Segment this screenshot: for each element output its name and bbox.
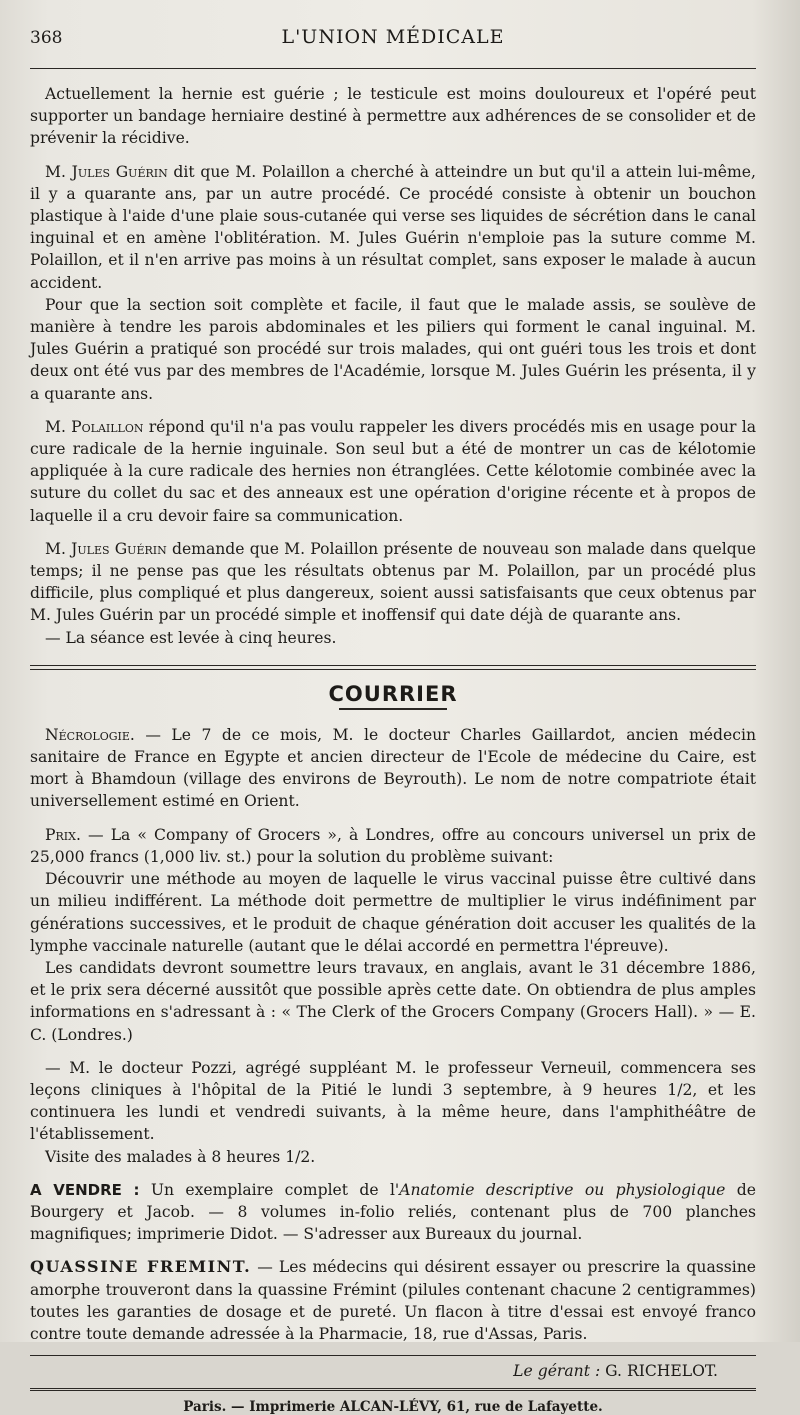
seance-report bbox=[30, 83, 756, 649]
paragraph-text: répond qu'il n'a pas voulu rappeler les divers procédés mis en usage pour la cure radicale de la hernie inguinale. Son seul but a été de montrer un cas de kélotomie appliquée à la cure radicale des hernies non étranglées. Cette kélotomie combinée avec la suture du collet du sac et des anneaux est une opération d'origine récente et à propos de laquelle il a cru devoir faire sa communication. bbox=[30, 417, 756, 525]
paragraph-section: Pour que la section soit complète et facile, il faut que le malade assis, se soulève de manière à tendre les parois abdominales et les piliers qui forment le canal inguinal. M. Jules Guérin a pratiqué son procédé sur trois malades, qui ont guéri tous les trois et dont deux ont été vus par des membres de l'Académie, lorsque M. Jules Guérin les présenta, il y a quarante ans. bbox=[30, 295, 756, 403]
speaker-name: M. Jules Guérin bbox=[45, 162, 168, 181]
advert-label: QUASSINE FREMINT. bbox=[30, 1257, 252, 1277]
paragraph-text: dit que M. Polaillon a cherché à atteindre un but qu'il a attein lui-même, il y a quarante ans, par un autre procédé. Ce procédé consiste à obtenir un bouchon plastique à l'aide d'une plaie sous-cutanée qui verse ses liquides de sécrétion dans le canal inguinal et en amène l'oblitération. M. Jules Guérin n'emploie pas la suture comme M. Polaillon, et il n'en arrive pas moins à un résultat complet, sans exposer le malade à aucun accident. bbox=[30, 162, 756, 292]
paragraph-seance-close: — La séance est levée à cinq heures. bbox=[45, 628, 337, 647]
book-title: Anatomie descriptive ou physiologique bbox=[399, 1180, 726, 1199]
section-title: COURRIER bbox=[328, 681, 458, 706]
paragraph-prix bbox=[30, 824, 756, 868]
paragraph-necrologie bbox=[30, 724, 756, 813]
advert-text: — Les médecins qui désirent essayer ou prescrire la quassine amorphe trouveront dans la quassine Frémint (pilules contenant chacune 2 centigrammes) toutes les garanties de dosage et de pureté. Un flacon à titre d'essai est envoyé franco contre toute demande adressée à la Pharmacie, 18, rue d'Assas, Paris. bbox=[30, 1258, 756, 1343]
title-underline bbox=[339, 708, 447, 710]
paragraph-prix-candidats: Les candidats devront soumettre leurs travaux, en anglais, avant le 31 décembre 1886, et le prix sera décerné aussitôt que possible après cette date. On obtiendra de plus amples informations en s'adressant à : « The Clerk of the Grocers Company (Grocers Hall). » — E. C. (Londres.) bbox=[30, 958, 756, 1044]
rubric-label: Nécrologie. bbox=[45, 725, 135, 744]
footer-rule bbox=[30, 1388, 756, 1389]
page-number: 368 bbox=[30, 28, 63, 48]
speaker-name: M. Polaillon bbox=[45, 417, 144, 436]
signature-prefix: Le gérant : bbox=[513, 1362, 601, 1381]
rubric-label: Prix. bbox=[45, 825, 81, 844]
speaker-name: M. Jules Guérin bbox=[45, 539, 167, 558]
signature bbox=[30, 1362, 718, 1380]
journal-title: L'UNION MÉDICALE bbox=[281, 26, 505, 48]
paragraph-text: demande que M. Polaillon présente de nouveau son malade dans quelque temps; il ne pense pas que les résultats obtenus par M. Polaillon, par un procédé plus difficile, plus compliqué et plus dangereux, soient aussi satisfaisants que ceux obtenus par M. Jules Guérin par un procédé simple et inoffensif qui date déjà de quarante ans. bbox=[30, 539, 756, 625]
paragraph-guerin-2 bbox=[30, 538, 756, 627]
advert-a-vendre bbox=[30, 1179, 756, 1246]
running-head bbox=[30, 26, 756, 60]
paragraph-guerin-1 bbox=[30, 161, 756, 294]
signature-name: G. RICHELOT. bbox=[600, 1362, 718, 1381]
paragraph-visite: Visite des malades à 8 heures 1/2. bbox=[45, 1147, 316, 1166]
advert-text: de Bourgery et Jacob. — 8 volumes in-folio reliés, contenant plus de 700 planches magnifiques; imprimerie Didot. — S'adresser aux Bureaux du journal. bbox=[30, 1180, 756, 1244]
section-divider bbox=[30, 665, 756, 670]
advert-quassine bbox=[30, 1256, 756, 1345]
imprint: Paris. — Imprimerie ALCAN-LÉVY, 61, rue de Lafayette. bbox=[183, 1399, 603, 1415]
paragraph-polaillon bbox=[30, 416, 756, 527]
courrier-section bbox=[30, 724, 756, 1345]
paragraph-hernie: Actuellement la hernie est guérie ; le testicule est moins douloureux et l'opéré peut supporter un bandage herniaire destiné à permettre aux adhérences de se consolider et de prévenir la récidive. bbox=[30, 85, 756, 148]
footer-rule bbox=[30, 1390, 756, 1391]
paragraph-text: — La « Company of Grocers », à Londres, offre au concours universel un prix de 25,000 francs (1,000 liv. st.) pour la solution du problème suivant: bbox=[30, 825, 756, 866]
paragraph-pozzi: — M. le docteur Pozzi, agrégé suppléant M. le professeur Verneuil, commencera ses leçons cliniques à l'hôpital de la Pitié le lundi 3 septembre, à 9 heures 1/2, et les continuera les lundi et vendredi suivants, à la même heure, dans l'amphithéâtre de l'établissement. bbox=[30, 1058, 756, 1144]
paragraph-prix-problem: Découvrir une méthode au moyen de laquelle le virus vaccinal puisse être cultivé dans un milieu indifférent. La méthode doit permettre de multiplier le virus indéfiniment par générations successives, et le produit de chaque génération doit accuser les qualités de la lymphe vaccinale naturelle (autant que le délai accordé en permettra l'épreuve). bbox=[30, 870, 756, 955]
paragraph-text: — Le 7 de ce mois, M. le docteur Charles Gaillardot, ancien médecin sanitaire de France en Egypte et ancien directeur de l'Ecole de médecine du Caire, est mort à Bhamdoun (village des environs de Beyrouth). Le nom de notre compatriote était universellement estimé en Orient. bbox=[30, 725, 756, 811]
closing-rule bbox=[30, 1355, 756, 1356]
advert-text: Un exemplaire complet de l' bbox=[139, 1180, 400, 1199]
header-rule bbox=[30, 68, 756, 69]
advert-label: A VENDRE : bbox=[30, 1180, 140, 1199]
